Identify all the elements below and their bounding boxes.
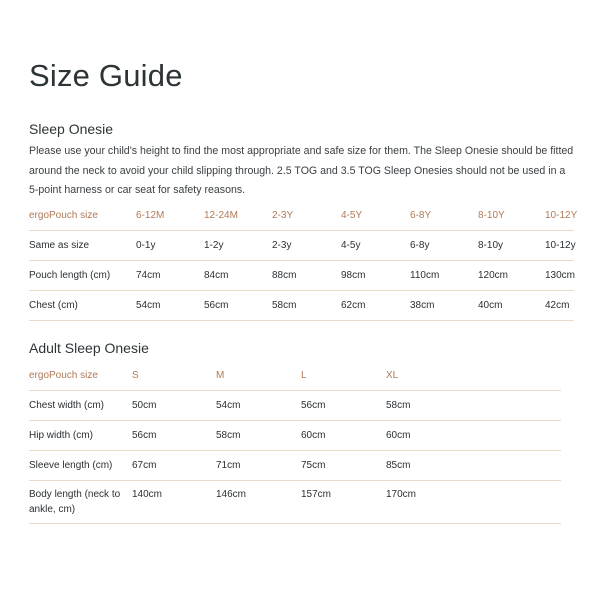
table-cell: 120cm xyxy=(478,270,509,281)
table-header-cell: 12-24M xyxy=(204,210,238,221)
sleep-onesie-description: Please use your child's height to find the most appropriate and safe size for them. The Sleep Onesie should be fitted around the neck to avoid your child slipping through. 2.5 TOG and 3.5 TOG Sleep Onesies should not be used in a 5-point harness or car seat for safety reasons. xyxy=(29,145,574,196)
table-header-cell: 8-10Y xyxy=(478,210,505,221)
table-cell: 88cm xyxy=(272,270,297,281)
table-row xyxy=(29,421,561,451)
table-cell: 54cm xyxy=(216,400,241,411)
table-cell: 62cm xyxy=(341,300,366,311)
table-header-cell: ergoPouch size xyxy=(29,210,98,221)
table-header-cell: 2-3Y xyxy=(272,210,294,221)
table-cell: 0-1y xyxy=(136,240,156,251)
table-cell: 71cm xyxy=(216,460,241,471)
table-cell: 60cm xyxy=(301,430,326,441)
table-row xyxy=(29,391,561,421)
table-cell: 1-2y xyxy=(204,240,224,251)
table-cell: 38cm xyxy=(410,300,435,311)
table-header-cell: L xyxy=(301,370,307,381)
table-cell: 10-12y xyxy=(545,240,576,251)
table-row xyxy=(29,451,561,481)
row-label: Body length (neck to ankle, cm) xyxy=(29,489,121,515)
table-cell: 42cm xyxy=(545,300,570,311)
table-cell: 130cm xyxy=(545,270,576,281)
table-header-cell: XL xyxy=(386,370,399,381)
row-label: Pouch length (cm) xyxy=(29,270,111,281)
table-cell: 56cm xyxy=(301,400,326,411)
table-header-cell: ergoPouch size xyxy=(29,370,98,381)
table-cell: 40cm xyxy=(478,300,503,311)
table-row xyxy=(29,481,561,524)
row-label: Chest (cm) xyxy=(29,300,78,311)
table-header-cell: 6-12M xyxy=(136,210,165,221)
table-cell: 85cm xyxy=(386,460,411,471)
row-label: Same as size xyxy=(29,240,90,251)
table-cell: 50cm xyxy=(132,400,157,411)
table-cell: 75cm xyxy=(301,460,326,471)
adult-sleep-onesie-heading: Adult Sleep Onesie xyxy=(29,340,149,356)
table-header-row xyxy=(29,361,561,391)
table-cell: 84cm xyxy=(204,270,229,281)
sleep-onesie-size-table xyxy=(29,201,578,321)
table-cell: 60cm xyxy=(386,430,411,441)
table-cell: 170cm xyxy=(386,489,417,500)
adult-sleep-onesie-size-table xyxy=(29,361,561,524)
table-cell: 74cm xyxy=(136,270,161,281)
table-cell: 54cm xyxy=(136,300,161,311)
table-header-row xyxy=(29,201,578,231)
table-cell: 2-3y xyxy=(272,240,292,251)
table-cell: 58cm xyxy=(216,430,241,441)
table-header-cell: 4-5Y xyxy=(341,210,363,221)
table-header-cell: 10-12Y xyxy=(545,210,578,221)
table-header-cell: 6-8Y xyxy=(410,210,432,221)
table-cell: 98cm xyxy=(341,270,366,281)
table-row xyxy=(29,231,574,261)
table-cell: 56cm xyxy=(204,300,229,311)
table-row xyxy=(29,291,574,321)
table-cell: 6-8y xyxy=(410,240,430,251)
sleep-onesie-heading: Sleep Onesie xyxy=(29,121,114,137)
table-cell: 56cm xyxy=(132,430,157,441)
table-cell: 157cm xyxy=(301,489,332,500)
table-cell: 140cm xyxy=(132,489,163,500)
table-cell: 58cm xyxy=(386,400,411,411)
table-cell: 4-5y xyxy=(341,240,361,251)
table-header-cell: M xyxy=(216,370,225,381)
row-label: Sleeve length (cm) xyxy=(29,460,113,471)
row-label: Hip width (cm) xyxy=(29,430,93,441)
row-label: Chest width (cm) xyxy=(29,400,105,411)
table-cell: 8-10y xyxy=(478,240,504,251)
table-header-cell: S xyxy=(132,370,139,381)
table-row xyxy=(29,261,574,291)
page-title: Size Guide xyxy=(29,58,183,93)
table-cell: 67cm xyxy=(132,460,157,471)
table-cell: 110cm xyxy=(410,270,440,281)
table-cell: 58cm xyxy=(272,300,297,311)
table-cell: 146cm xyxy=(216,489,247,500)
